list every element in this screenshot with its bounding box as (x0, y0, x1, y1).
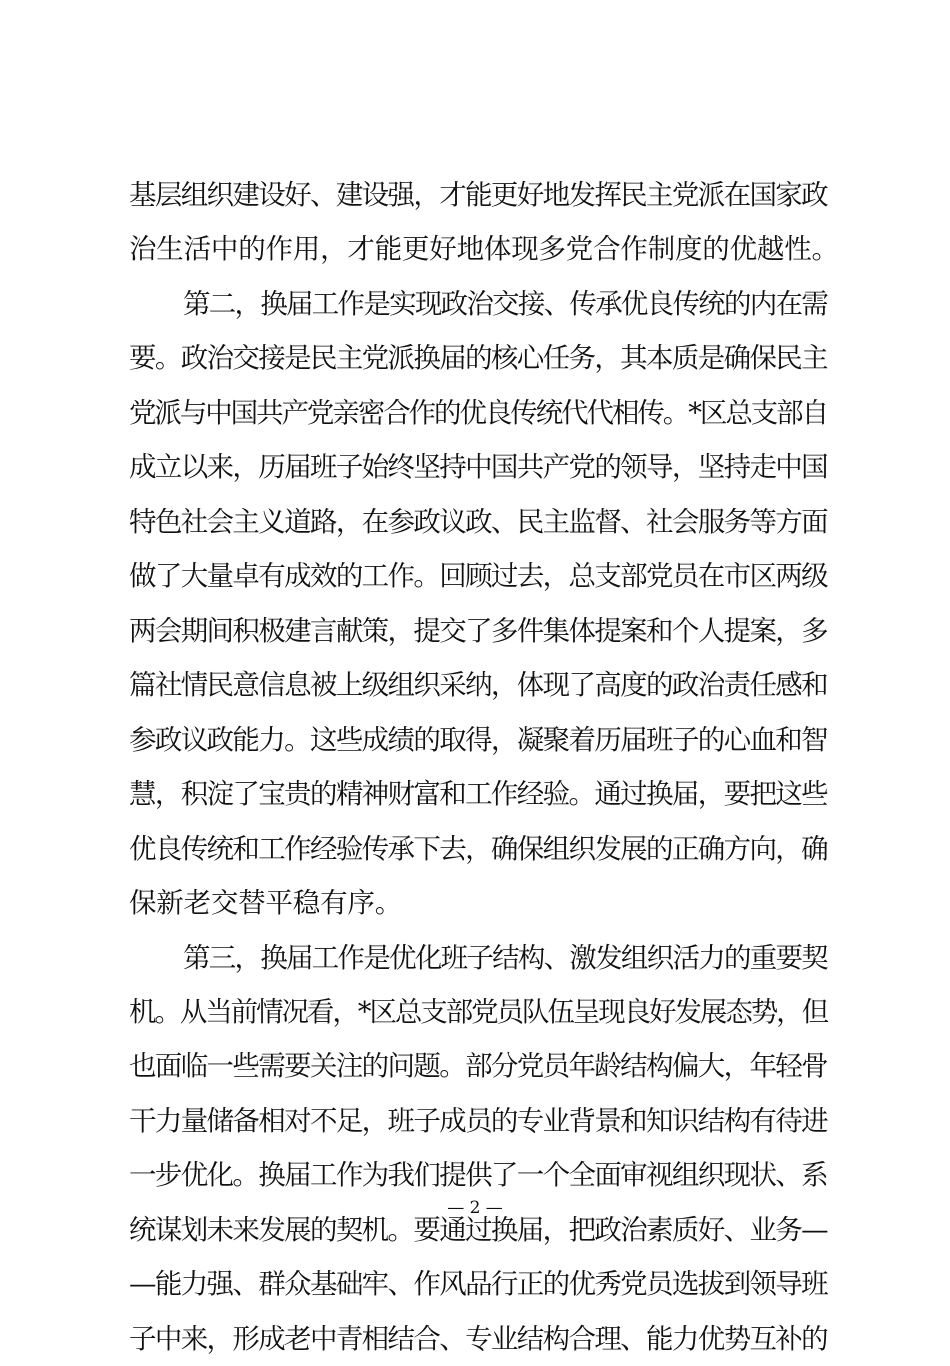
text-line (0, 713, 950, 767)
text-line-content: 要。政治交接是民主党派换届的核心任务，其本质是确保民主 (129, 342, 827, 374)
text-line (0, 1148, 950, 1202)
page-number: — 2 — (447, 1198, 503, 1218)
text-line (0, 658, 950, 712)
text-line-content: 保新老交替平稳有序。 (129, 887, 402, 919)
text-line-content: 篇社情民意信息被上级组织采纳，体现了高度的政治责任感和 (129, 669, 827, 701)
text-line-content: —能力强、群众基础牢、作风品行正的优秀党员选拔到领导班 (129, 1268, 827, 1300)
text-line-content: 党派与中国共产党亲密合作的优良传统代代相传。*区总支部自 (129, 397, 827, 429)
text-line-content: 第三，换届工作是优化班子结构、激发组织活力的重要契 (183, 942, 827, 974)
text-line-content: 基层组织建设好、建设强，才能更好地发挥民主党派在国家政 (129, 179, 827, 211)
text-line-content: 优良传统和工作经验传承下去，确保组织发展的正确方向，确 (129, 833, 827, 865)
text-line-content: 做了大量卓有成效的工作。回顾过去，总支部党员在市区两级 (129, 560, 827, 592)
text-line (0, 822, 950, 876)
text-line (0, 277, 950, 331)
text-line (0, 985, 950, 1039)
text-line-content: 特色社会主义道路，在参政议政、民主监督、社会服务等方面 (129, 506, 827, 538)
text-line (0, 495, 950, 549)
text-line-content: 两会期间积极建言献策，提交了多件集体提案和个人提案，多 (129, 615, 827, 647)
text-line (0, 1257, 950, 1311)
text-line (0, 876, 950, 930)
text-line (0, 168, 950, 222)
text-line-content: 统谋划未来发展的契机。要通过换届，把政治素质好、业务— (129, 1214, 827, 1246)
text-line-content: 第二，换届工作是实现政治交接、传承优良传统的内在需 (183, 288, 827, 320)
text-line (0, 1094, 950, 1148)
text-line-content: 子中来，形成老中青相结合、专业结构合理、能力优势互补的 (129, 1323, 827, 1355)
text-line (0, 931, 950, 985)
text-line-content: 治生活中的作用，才能更好地体现多党合作制度的优越性。 (129, 233, 839, 265)
text-line-content: 也面临一些需要关注的问题。部分党员年龄结构偏大，年轻骨 (129, 1050, 827, 1082)
text-line-content: 慧，积淀了宝贵的精神财富和工作经验。通过换届，要把这些 (129, 778, 827, 810)
text-line (0, 1312, 950, 1366)
text-line (0, 1039, 950, 1093)
text-line-content: 一步优化。换届工作为我们提供了一个全面审视组织现状、系 (129, 1159, 827, 1191)
text-line-content: 参政议政能力。这些成绩的取得，凝聚着历届班子的心血和智 (129, 724, 827, 756)
text-line (0, 386, 950, 440)
text-line (0, 604, 950, 658)
text-line-content: 成立以来，历届班子始终坚持中国共产党的领导，坚持走中国 (129, 451, 827, 483)
text-line-content: 干力量储备相对不足，班子成员的专业背景和知识结构有待进 (129, 1105, 827, 1137)
text-line (0, 767, 950, 821)
text-line (0, 440, 950, 494)
text-line (0, 331, 950, 385)
text-line (0, 549, 950, 603)
text-line-content: 机。从当前情况看，*区总支部党员队伍呈现良好发展态势，但 (129, 996, 827, 1028)
text-line (0, 222, 950, 276)
